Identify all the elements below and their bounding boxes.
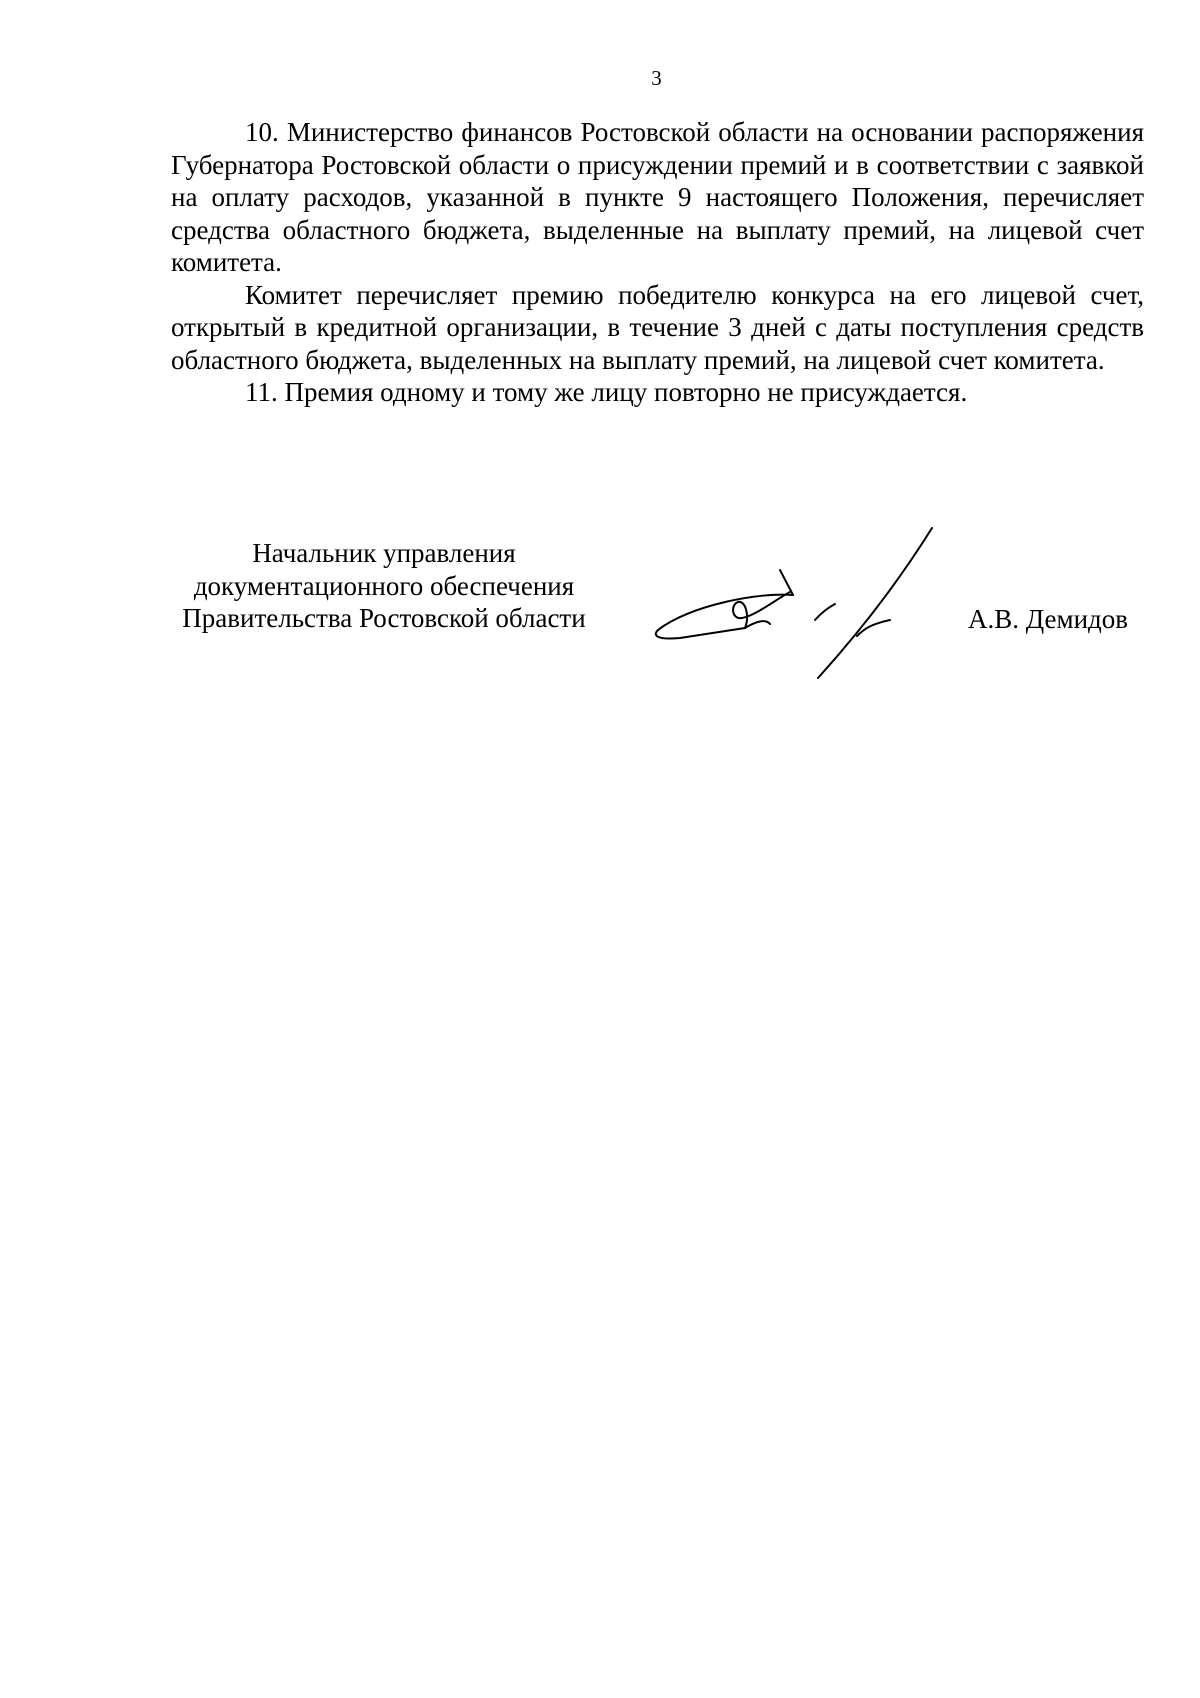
signature-block xyxy=(0,0,1200,700)
signatory-title xyxy=(168,537,600,635)
signatory-name: А.В. Демидов xyxy=(968,604,1129,634)
paragraph-10: 10. Министерство финансов Ростовской области на основании распоряжения Губернатора Ростовской области о присуждении премий и в соответствии с заявкой на оплату расходов, указанной в пункте 9 настоящего Положения, перечисляет средства областного бюджета, выделенные на выплату премий, на лицевой счет комитета. xyxy=(171,117,1144,277)
paragraph-11: 11. Премия одному и тому же лицу повторно не присуждается. xyxy=(245,377,968,407)
handwritten-signature xyxy=(650,520,950,685)
signatory-title-line: документационного обеспечения xyxy=(193,570,575,601)
signatory-title-line: Начальник управления xyxy=(252,538,516,568)
signatory-title-line: Правительства Ростовской области xyxy=(182,603,586,633)
page-number: 3 xyxy=(651,66,662,90)
paragraph-10-continuation: Комитет перечисляет премию победителю конкурса на его лицевой счет, открытый в кредитной организации, в течение 3 дней с даты поступления средств областного бюджета, выделенных на выплату премий, на лицевой счет комитета. xyxy=(171,279,1144,375)
